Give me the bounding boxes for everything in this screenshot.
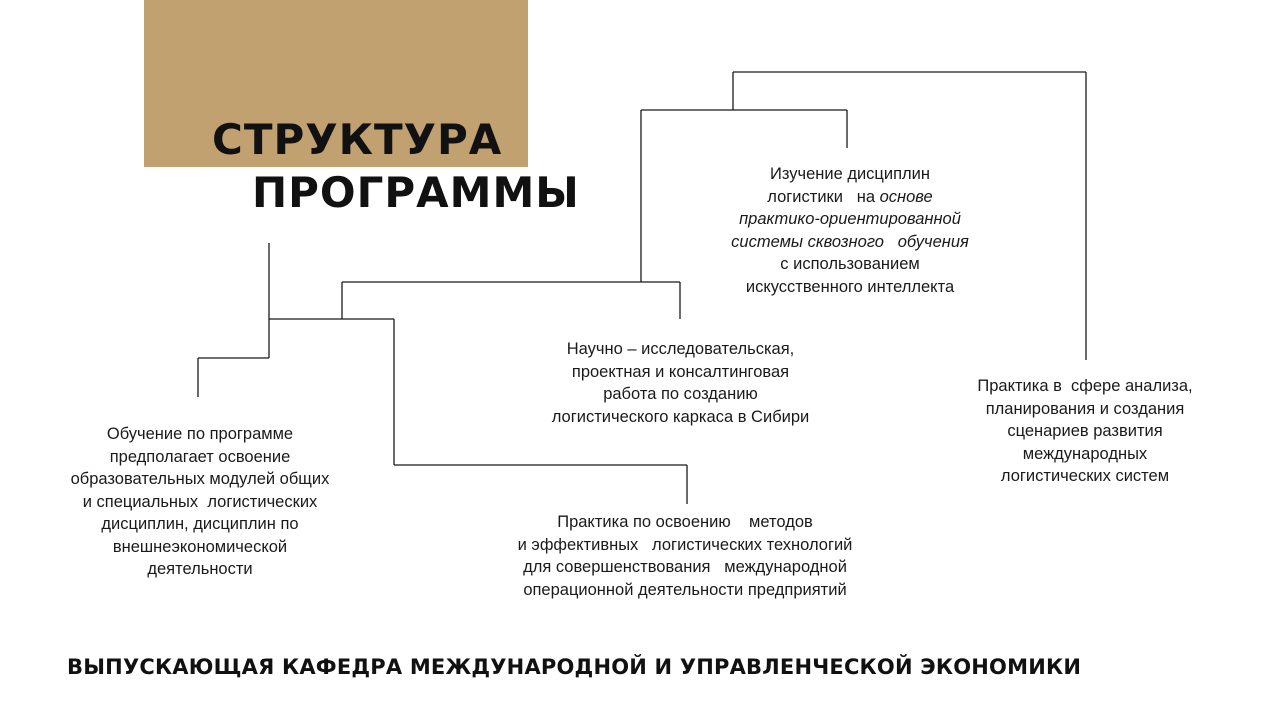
node-study-line: [690, 186, 1010, 209]
node-study-line: системы сквозного обучения: [731, 232, 969, 251]
node-practice-methods-line: Практика по освоению методов: [557, 513, 813, 531]
node-practice-analysis-line: Практика в сфере анализа,: [977, 377, 1193, 395]
node-practice-methods-line: операционной деятельности предприятий: [523, 580, 847, 599]
node-practice-methods-line: для совершенствования международной: [523, 558, 847, 576]
node-study-line: с использованием: [780, 255, 920, 273]
node-practice-analysis-line: сценариев развития: [1007, 422, 1163, 440]
node-practice-methods: [470, 511, 900, 601]
node-study-text-italic: основе: [879, 187, 933, 206]
node-research-line: проектная и консалтинговая: [571, 362, 790, 381]
node-practice-analysis-line: планирования и создания: [985, 399, 1185, 418]
page-title-line-1: СТРУКТУРА: [212, 115, 503, 164]
page-title-line-2: ПРОГРАММЫ: [252, 168, 580, 217]
node-training-line: предполагает освоение: [109, 447, 291, 466]
node-study-line: искусственного интеллекта: [745, 277, 955, 296]
node-practice-methods-line: и эффективных логистических технологий: [517, 535, 853, 554]
node-research: [488, 338, 873, 428]
node-practice-analysis-line: международных: [1022, 444, 1148, 463]
node-study-disciplines: [690, 163, 1010, 298]
node-study-line: практико-ориентированной: [739, 210, 961, 228]
node-practice-analysis: [930, 375, 1240, 488]
node-study-text-plain: логистики на: [767, 187, 880, 206]
node-training: [30, 423, 370, 581]
node-research-line: работа по созданию: [603, 385, 758, 403]
node-training-line: и специальных логистических: [82, 492, 318, 511]
node-training-line: Обучение по программе: [106, 425, 294, 443]
node-training-line: образовательных модулей общих: [70, 470, 330, 488]
node-training-line: деятельности: [147, 560, 253, 578]
node-research-line: Научно – исследовательская,: [566, 340, 795, 358]
node-study-line: Изучение дисциплин: [769, 165, 930, 183]
node-practice-analysis-line: логистических систем: [1000, 467, 1170, 485]
node-training-line: внешнеэкономической: [112, 537, 288, 556]
node-training-line: дисциплин, дисциплин по: [101, 515, 299, 533]
node-research-line: логистического каркаса в Сибири: [551, 407, 810, 426]
department-footer: ВЫПУСКАЮЩАЯ КАФЕДРА МЕЖДУНАРОДНОЙ И УПРАВЛЕНЧЕСКОЙ ЭКОНОМИКИ: [67, 655, 1082, 679]
